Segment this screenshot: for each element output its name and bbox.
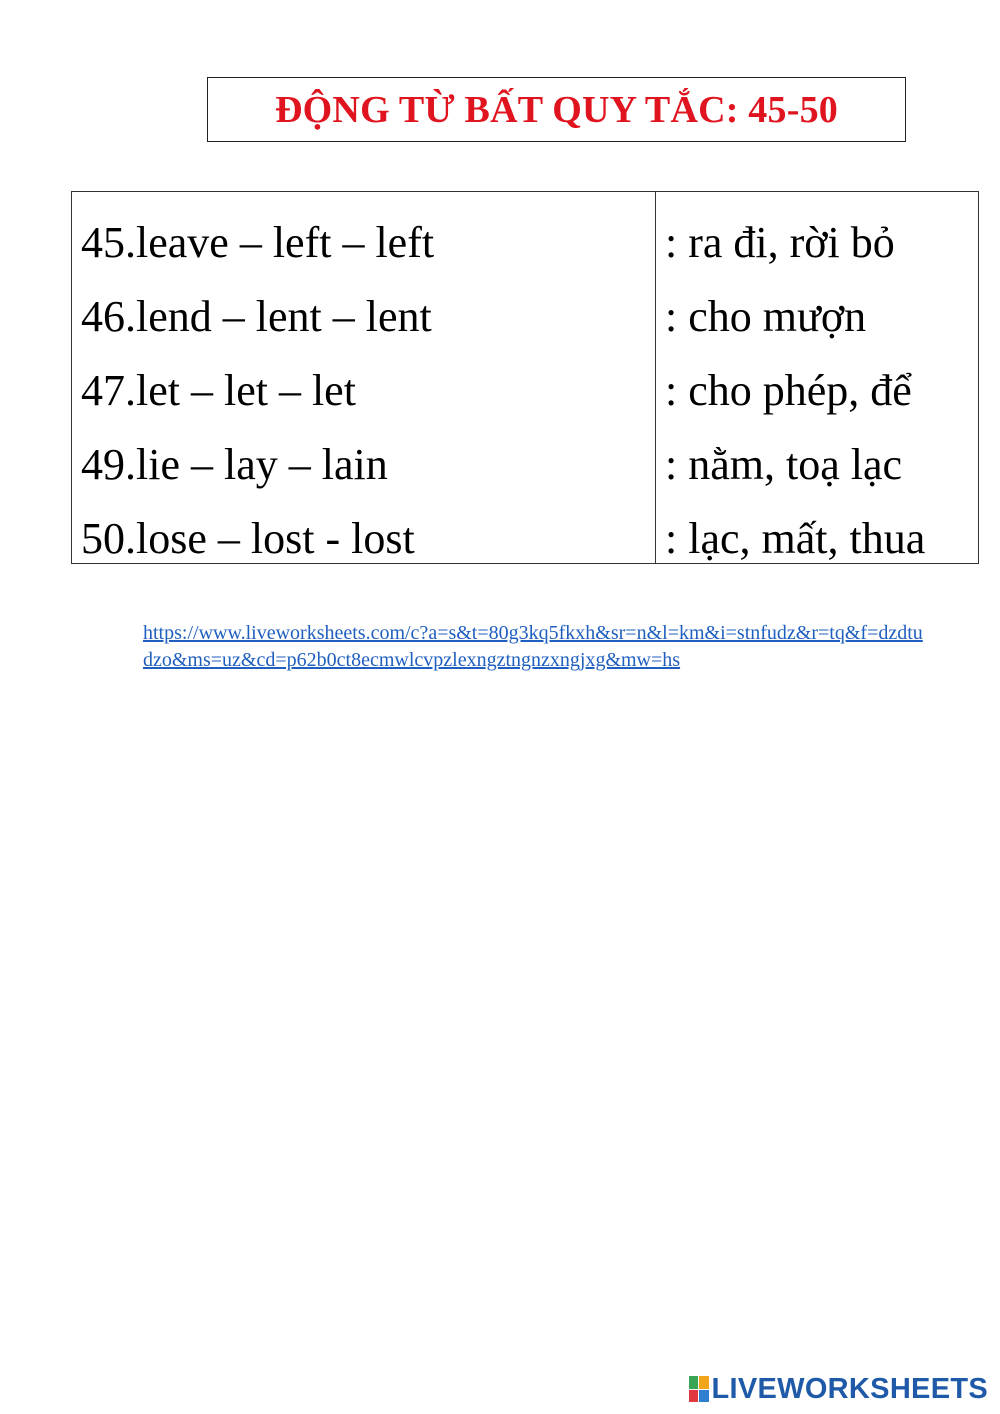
verb-meaning-row: : nằm, toạ lạc bbox=[665, 440, 903, 489]
verb-meaning-column bbox=[656, 192, 978, 563]
verb-meaning-row: : lạc, mất, thua bbox=[665, 514, 926, 563]
page-title: ĐỘNG TỪ BẤT QUY TẮC: 45-50 bbox=[275, 88, 838, 131]
verb-forms-row: 50.lose – lost - lost bbox=[81, 514, 415, 563]
verb-table bbox=[71, 191, 979, 564]
verb-forms-row: 46.lend – lent – lent bbox=[81, 292, 432, 341]
verb-forms-row: 47.let – let – let bbox=[81, 366, 356, 415]
liveworksheets-logo-icon bbox=[689, 1376, 709, 1402]
verb-meaning-row: : ra đi, rời bỏ bbox=[665, 218, 895, 267]
title-box bbox=[207, 77, 906, 142]
brand-name: LIVEWORKSHEETS bbox=[711, 1372, 988, 1405]
verb-meaning-row: : cho phép, để bbox=[665, 366, 912, 415]
verb-meaning-row: : cho mượn bbox=[665, 292, 867, 341]
verb-forms-row: 49.lie – lay – lain bbox=[81, 440, 388, 489]
brand-footer bbox=[689, 1372, 989, 1406]
verb-forms-row: 45.leave – left – left bbox=[81, 218, 435, 267]
worksheet-link[interactable]: https://www.liveworksheets.com/c?a=s&t=80g3kq5fkxh&sr=n&l=km&i=stnfudz&r=tq&f=dzdtudzo&ms=uz&cd=p62b0ct8ecmwlcvpzlexngztngnzxngjxg&mw=hs bbox=[143, 622, 923, 671]
verb-forms-column bbox=[72, 192, 656, 563]
